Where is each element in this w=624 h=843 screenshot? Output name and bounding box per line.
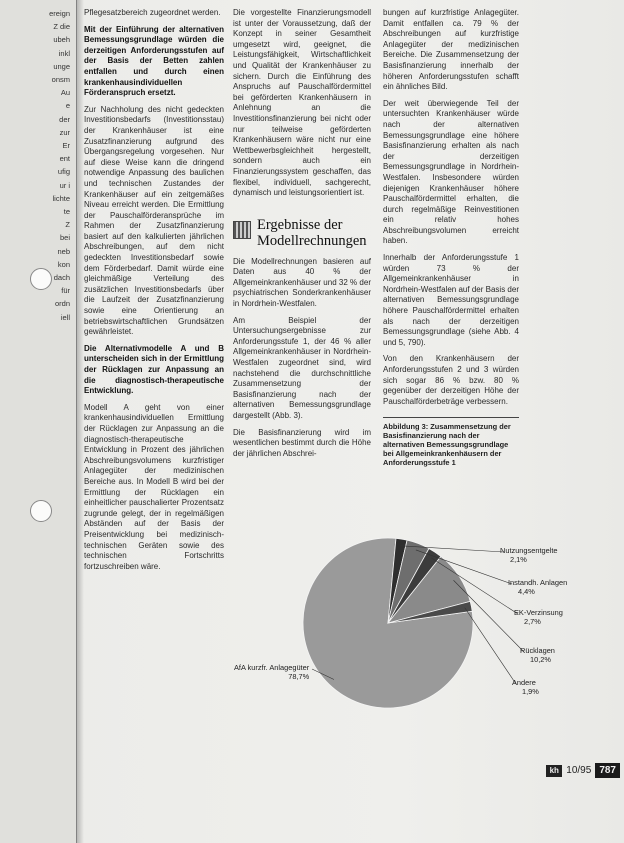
punch-hole-icon xyxy=(30,268,52,290)
pie-label-name: AfA kurzfr. Anlagegüter xyxy=(234,663,310,672)
binder-text-fragment: Z die xyxy=(53,22,70,32)
body-paragraph: Zur Nachholung des nicht gedeckten Investitionsbedarfs (Investitionsstau) der Krankenhäuser ist eine Zusatzfinanzierung aufgrund des Übergangsregelung vorgesehen. Nur auf diese Weise kann die dringend notwendige Anpassung des baulichen und technischen Zustandes der Krankenhäuser auf ein zeitgemäßes Niveau erreicht werden. Die Ermittlung der Pauschalförderansprüche im Rahmen der Zusatzfinanzierung basiert auf den kalkulierten jährlichen Abschreibungen, auf dem nicht gedeckten Investitionsbedarf sowie dem Förderbedarf. Damit würde eine gleichmäßige Verteilung des zusätzlichen Investitionsbedarfs über die Laufzeit der Zusatzfinanzierung sowie eine Orientierung an betriebswirtschaftlichen Grundsätzen gewährleistet. xyxy=(84,104,224,337)
body-paragraph: Die vorgestellte Finanzierungsmodell ist unter der Voraussetzung, daß der Konzept in seiner Gesamtheit umgesetzt wird, geeignet, die Leistungsfähigkeit, Wirtschaftlichkeit und Qualität der Krankenhäuser zu sichern. Durch die Einführung des Anspruchs auf Pauschalfördermittel bei geförderten Krankenhäusern in Anlehnung an die Investitionsfinanzierung bei nicht oder nur teilweise geförderten Krankenhäusern wäre nicht nur eine Wettbewerbsgleichheit hergestellt, sondern auch ein Finanzierungssystem geschaffen, das flexibel, individuell, sachgerecht, dynamisch und leistungsorientiert ist. xyxy=(233,8,371,198)
pie-slice-label xyxy=(514,608,563,626)
pie-label-value: 10,2% xyxy=(530,655,551,664)
body-paragraph: Am Beispiel der Untersuchungsergebnisse zur Anforderungsstufe 1, der 46 % aller Allgemeinkrankenhäuser in Nordrhein-Westfalen zugeordnet sind, wird nachstehend die durchschnittliche Zusammensetzung der Basisfinanzierung nach der alternativen Bemessungsgrundlage dargestellt (Abb. 3). xyxy=(233,315,371,420)
page-footer xyxy=(546,763,620,778)
pie-chart xyxy=(228,528,568,728)
text-column-1 xyxy=(84,8,224,578)
pie-label-value: 4,4% xyxy=(518,587,535,596)
pie-slice-label xyxy=(500,546,558,564)
issue-number: 10/95 xyxy=(566,765,592,776)
section-heading xyxy=(233,217,371,249)
punch-hole-icon xyxy=(30,500,52,522)
lead-paragraph: Mit der Einführung der alternativen Bemessungsgrundlage würden die derzeitigen Anforderungsstufen auf der Basis der Betten zahlen entfallen und durch einen krankenhausindividuellen Förderanspruch ersetzt. xyxy=(84,24,224,98)
section-title: Ergebnisse der Modellrechnungen xyxy=(257,216,367,249)
pie-label-value: 2,7% xyxy=(524,617,541,626)
body-paragraph: Die Modellrechnungen basieren auf Daten aus 40 % der Allgemeinkrankenhäuser und 32 % der psychiatrischen Sonderkrankenhäuser in Nordrhein-Westfalen. xyxy=(233,256,371,309)
journal-logo: kh xyxy=(546,765,562,777)
body-paragraph: Pflegesatzbereich zugeordnet werden. xyxy=(84,8,221,17)
figure-rule xyxy=(383,417,519,418)
pie-label-name: Nutzungsentgelte xyxy=(500,546,558,555)
pie-label-value: 1,9% xyxy=(522,687,539,696)
body-paragraph: Von den Krankenhäusern der Anforderungsstufen 2 und 3 würden sich sogar 86 % bzw. 80 % gegenüber der derzeitigen Höhe der Pauschalförderbeträge verbessern. xyxy=(383,354,519,406)
binder-text-fragment: dach xyxy=(53,273,70,282)
binder-text-fragment: inkl xyxy=(58,48,70,58)
pie-label-name: Andere xyxy=(512,678,536,687)
binder-text-fragment: iell xyxy=(60,312,70,322)
binder-text-fragment: ent xyxy=(59,154,70,164)
page-number: 787 xyxy=(595,763,620,778)
binder-text-fragment: bei xyxy=(59,233,70,243)
binder-text-fragment: ur i xyxy=(59,180,70,190)
binder-text-fragment: Z xyxy=(65,220,70,230)
binder-text-fragment: zur xyxy=(59,127,70,137)
pie-label-value: 2,1% xyxy=(510,555,527,564)
binder-text-fragment: unge xyxy=(53,61,70,71)
pie-label-name: Instandh. Anlagen xyxy=(508,578,568,587)
pie-slice-label xyxy=(508,578,567,596)
pie-label-name: EK-Verzinsung xyxy=(514,608,563,617)
lead-paragraph: Die Alternativmodelle A und B unterscheiden sich in der Ermittlung der Rücklagen zur Anpassung an die diagnostisch-therapeutische Entwicklung. xyxy=(84,343,224,396)
pie-slice-label xyxy=(234,663,309,681)
pie-label-name: Rücklagen xyxy=(520,646,555,655)
binder-text-fragment: ufig xyxy=(57,167,70,177)
body-paragraph: Die Basisfinanzierung wird im wesentlichen bestimmt durch die Höhe der jährlichen Abschrei- xyxy=(233,427,371,458)
binder-text-fragment: ereign xyxy=(49,9,70,18)
section-marker-icon xyxy=(233,221,251,239)
binder-text-fragment: lichte xyxy=(52,193,70,203)
binder-text-fragment: ordn xyxy=(54,299,70,309)
binder-text-fragment: e xyxy=(65,101,70,111)
binder-text-fragment: Er xyxy=(62,141,70,150)
figure-caption: Abbildung 3: Zusammensetzung der Basisfinanzierung nach der alternativen Bemessungsgrundlage bei Allgemeinkrankenhäusern der Anforderungsstufe 1 xyxy=(383,422,511,468)
pie-label-value: 78,7% xyxy=(288,672,310,681)
binder-text-fragment: onsm xyxy=(51,75,70,84)
pie-leader-line xyxy=(465,608,516,684)
binder-text-fragment: kon xyxy=(57,259,70,269)
binder-text-fragment: ubeh xyxy=(53,35,70,45)
binder-text-fragment: te xyxy=(63,207,70,216)
pie-slice-label xyxy=(520,646,555,664)
binder-text-fragment: für xyxy=(61,286,70,296)
body-paragraph: Der weit überwiegende Teil der untersuchten Krankenhäuser würde nach der alternativen Bemessungsgrundlage eine höhere Basisfinanzierung erhalten als nach der derzeitigen Bemessungsgrundlage in Nordrhein-Westfalen. Insbesondere würden diejenigen Krankenhäuser höhere Pauschalfördermittel erhalten, die durch regelmäßige Reinvestitionen ein relativ hohes Abschreibungsvolumen erreicht haben. xyxy=(383,98,519,246)
previous-page-strip xyxy=(0,0,77,843)
binder-text-fragment: neb xyxy=(57,246,70,256)
binder-shadow xyxy=(76,0,84,843)
body-paragraph: Innerhalb der Anforderungsstufe 1 würden 73 % der Allgemeinkrankenhäuser in Nordrhein-Westfalen auf der Basis der alternativen Bemessungsgrundlage höhere Pauschalfördermittel erhalten als nach der derzeitigen Bemessungsgrundlage (siehe Abb. 4 und 5, 790). xyxy=(383,253,519,347)
binder-text-fragment: Au xyxy=(60,88,70,98)
binder-text-fragment: der xyxy=(59,114,70,124)
pie-slice-label xyxy=(512,678,539,696)
text-column-2 xyxy=(233,8,371,465)
text-column-3 xyxy=(383,8,519,467)
body-paragraph: Modell A geht von einer krankenhausindividuellen Ermittlung der Rücklagen zur Anpassung an die diagnostisch-therapeutische Entwicklung in Prozent des jährlichen Abschreibungsvolumens kurzfristiger Anlagegüter der medizinischen Bereiche aus. In Modell B wird bei der Ermittlung der Rücklagen ein einheitlicher pauschalierter Prozentsatz zugrunde gelegt, der in regelmäßigen Abständen auf der Basis der Preisentwicklung bei medizinisch-technischen Geräten sowie des technischen Fortschritts fortzuschreiben wäre. xyxy=(84,402,224,571)
body-paragraph: bungen auf kurzfristige Anlagegüter. Damit entfallen ca. 79 % der Abschreibungen auf kurzfristige Anlagegüter der medizinischen Bereiche. Die Zusammensetzung der Basisfinanzierung innerhalb der höheren Anforderungsstufen schafft ein ähnliches Bild. xyxy=(383,8,519,92)
